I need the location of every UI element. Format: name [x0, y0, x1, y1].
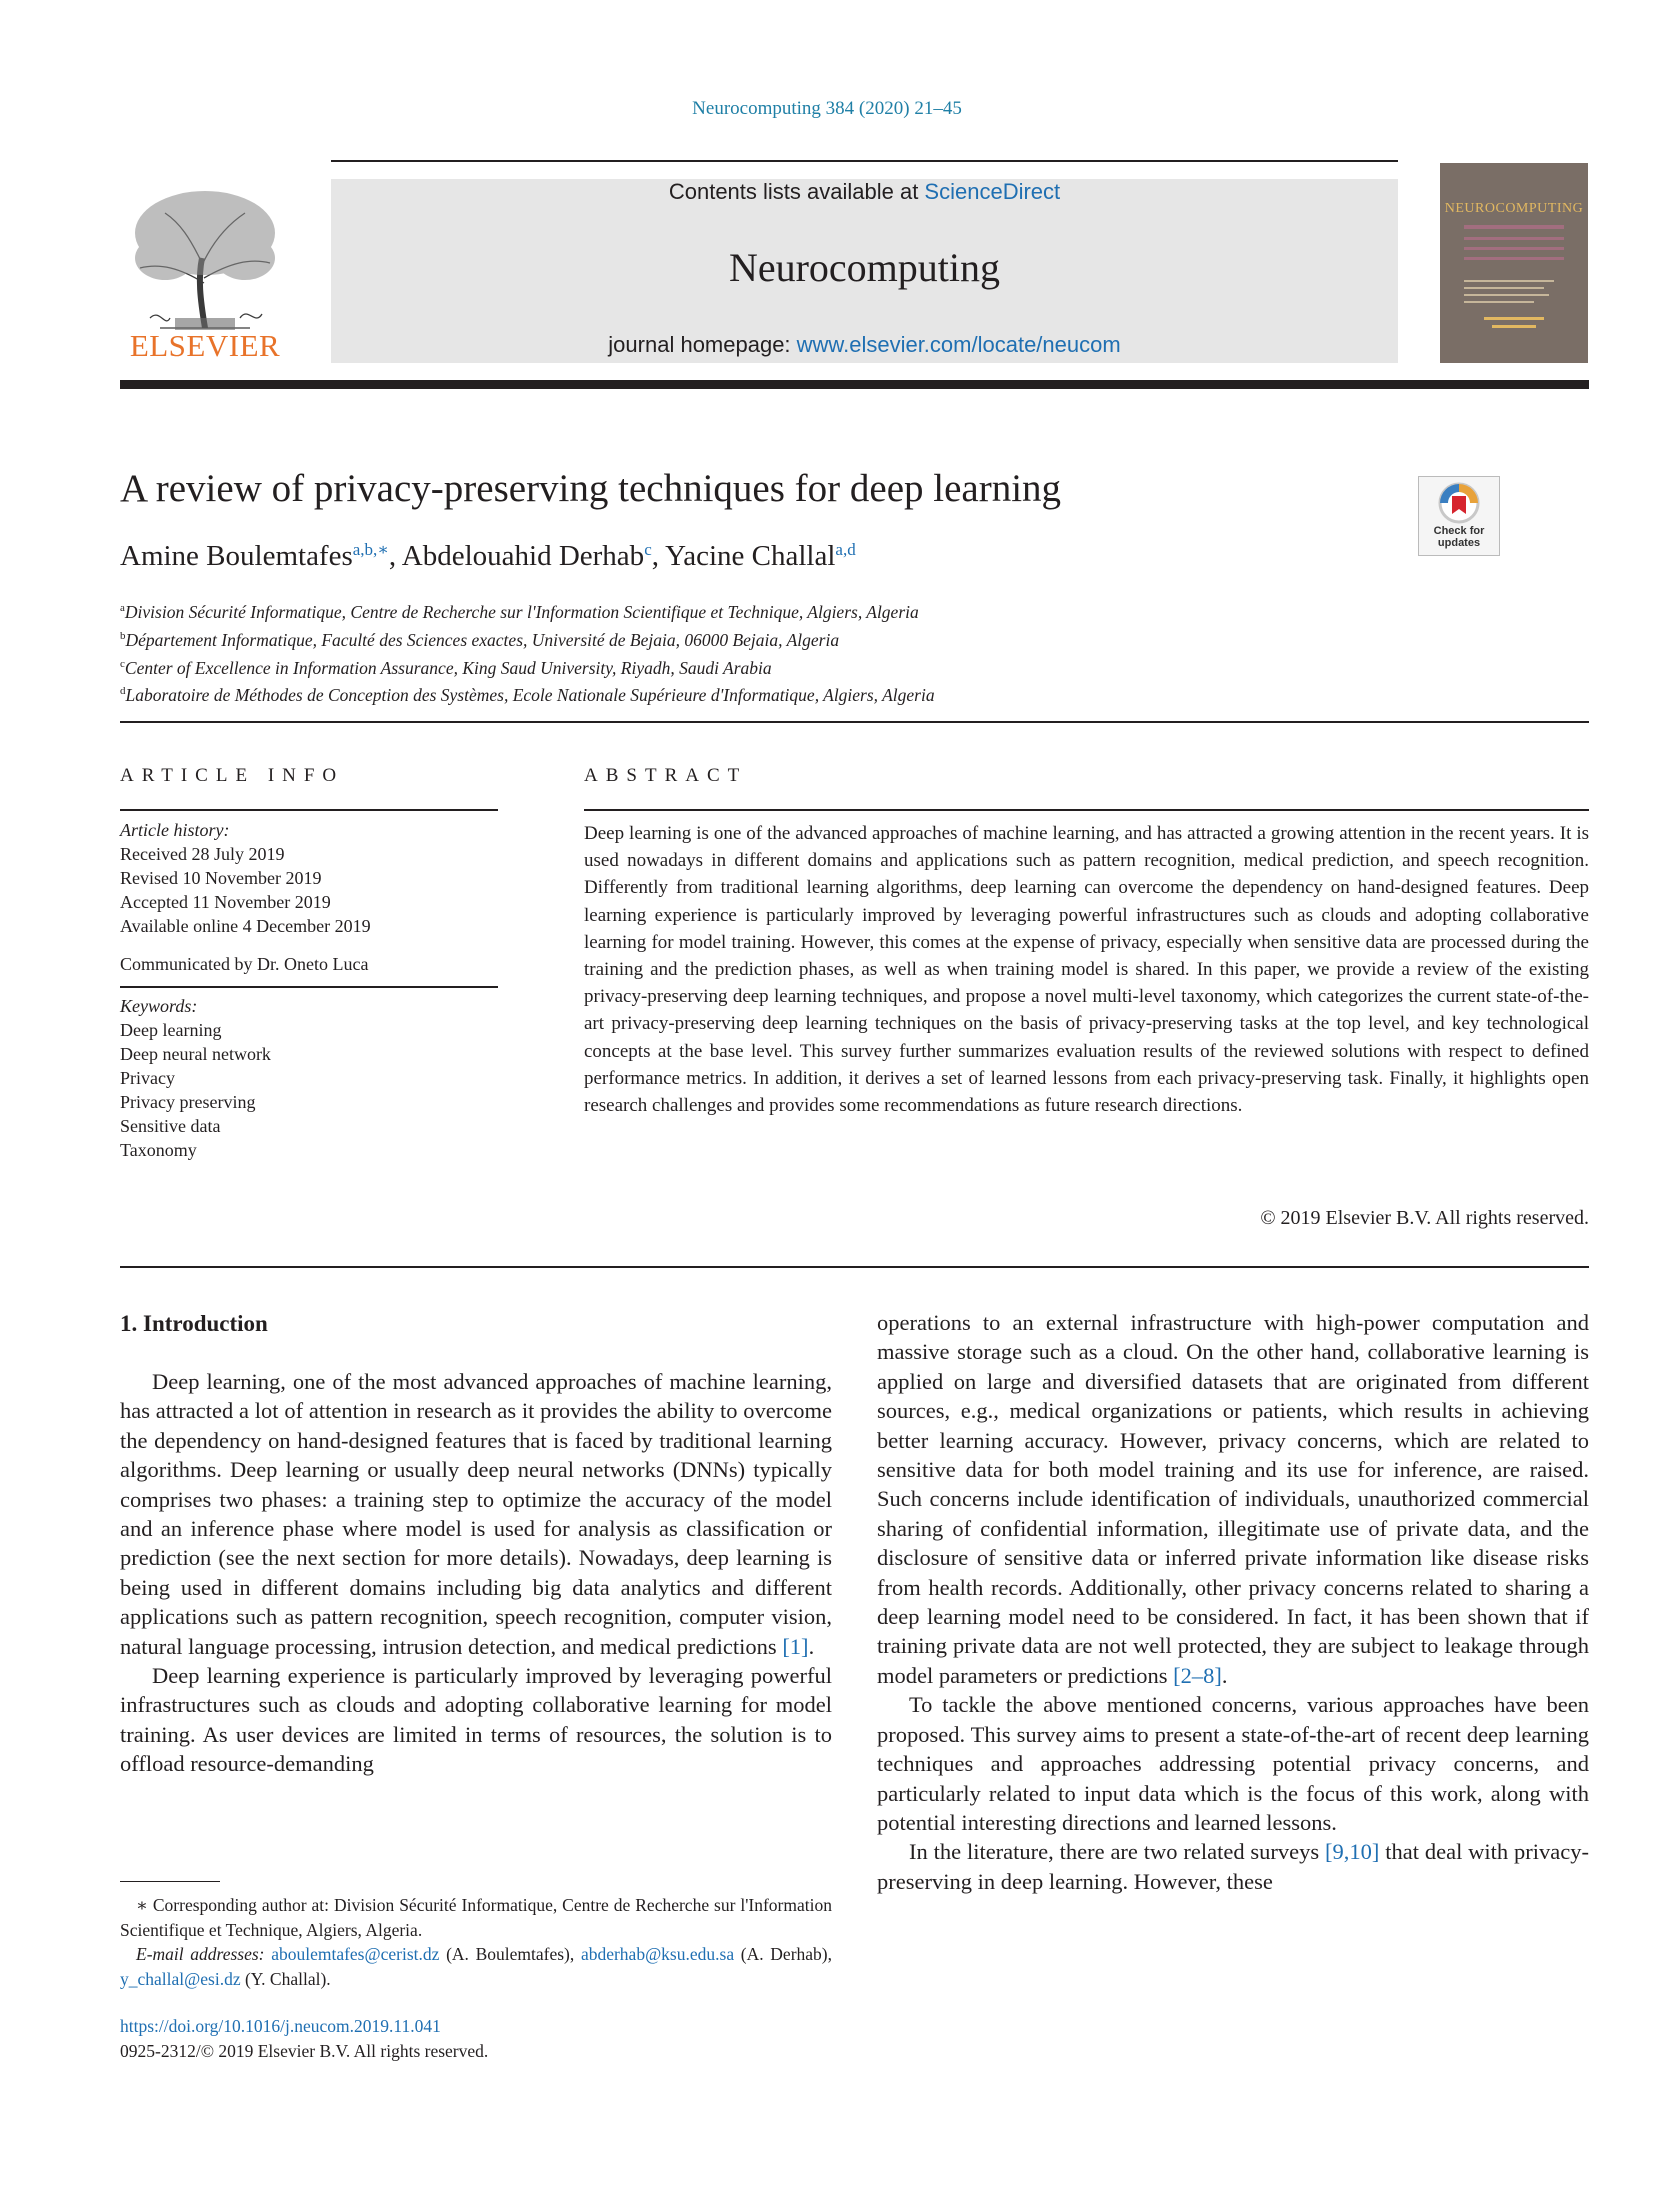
left-column: [120, 1367, 832, 1779]
keyword-item: Privacy: [120, 1068, 175, 1088]
author-name[interactable]: Amine Boulemtafes: [120, 540, 353, 572]
check-for-updates-badge[interactable]: [1418, 476, 1500, 556]
author-affil-marks[interactable]: c: [644, 540, 652, 559]
author-name[interactable]: Yacine Challal: [665, 540, 836, 572]
citation-link[interactable]: [9,10]: [1325, 1839, 1380, 1865]
keywords-label: Keywords:: [120, 996, 198, 1016]
affiliation-item: [120, 652, 935, 680]
elsevier-logo: [120, 178, 290, 368]
citation-link[interactable]: [2–8]: [1173, 1662, 1222, 1688]
keyword-item: Deep neural network: [120, 1044, 271, 1064]
journal-citation: Neurocomputing 384 (2020) 21–45: [692, 98, 962, 119]
email-addresses: [120, 1942, 832, 1991]
history-label: Article history:: [120, 820, 230, 840]
affiliation-mark: b: [120, 629, 126, 642]
abstract-copyright: © 2019 Elsevier B.V. All rights reserved.: [1260, 1207, 1589, 1229]
affiliation-list: [120, 596, 935, 707]
paragraph-text: In the literature, there are two related surveys: [909, 1839, 1326, 1865]
keywords-block: [120, 994, 500, 1162]
intro-paragraph: [877, 1837, 1589, 1896]
affiliation-item: [120, 679, 935, 707]
body-divider: [120, 1266, 1589, 1268]
abstract-heading: ABSTRACT: [584, 765, 748, 786]
cover-pattern-icon: [1464, 225, 1564, 335]
intro-paragraph: Deep learning experience is particularly improved by leveraging powerful infrastructures such as clouds and adopting collaborative learning for model training. As user devices are limited in terms of resources, the solution is to offload resource-demanding: [120, 1663, 832, 1777]
keyword-item: Sensitive data: [120, 1116, 221, 1136]
keyword-item: Taxonomy: [120, 1140, 197, 1160]
abstract-text: Deep learning is one of the advanced approaches of machine learning, and has attracted a growing attention in the recent years. It is used nowadays in different domains and applications such as pattern recognition, medical prediction, and speech recognition. Differently from traditional learning algorithms, deep learning can overcome the dependency on hand-designed features. Deep learning experience is particularly improved by leveraging powerful infrastructures such as clouds and adopting collaborative learning for model training. However, this comes at the expense of privacy, especially when sensitive data are processed during the training and the prediction phases, as well as when training model is shared. In this paper, we provide a review of the existing privacy-preserving deep learning techniques, and propose a novel multi-level taxonomy, which categorizes the current state-of-the-art privacy-preserving deep learning techniques on the basis of privacy-preserving tasks at the top level, and key technological concepts at the base level. This survey further summarizes evaluation results of the reviewed solutions with respect to defined performance metrics. In addition, it derives a set of learned lessons from each privacy-preserving task. Finally, it highlights open research challenges and provides some recommendations as future research directions.: [584, 823, 1589, 1117]
homepage-prefix: journal homepage:: [608, 332, 797, 357]
affiliation-mark: a: [120, 602, 125, 614]
journal-cover-image: [1440, 163, 1588, 363]
footnote-text: Corresponding author at: Division Sécurité Informatique, Centre de Recherche sur l'Information Scientifique et Technique, Algiers, Algeria.: [120, 1895, 832, 1940]
homepage-link[interactable]: www.elsevier.com/locate/neucom: [796, 332, 1121, 357]
journal-title: Neurocomputing: [728, 245, 1001, 290]
affiliation-mark: d: [120, 685, 126, 698]
affiliation-text: Center of Excellence in Information Assurance, King Saud University, Riyadh, Saudi Arabia: [124, 657, 772, 678]
paragraph-text: operations to an external infrastructure with high-power computation and massive storage such as a cloud. On the other hand, collaborative learning is applied on large and diversified datasets that are originated from different sources, e.g., medical organizations or patients, which results in achieving better learning accuracy. However, privacy concerns, which are related to sensitive data for both model training and its use for inference, are raised. Such concerns include identification of individuals, unauthorized commercial sharing of confidential information, illegitimate use of private data, and the disclosure of sensitive data or inferred private information like disease risks from health records. Additionally, other privacy concerns related to sharing a deep learning model need to be considered. In fact, it has been shown that if training private data are not well protected, they are subject to leakage through model parameters or predictions: [877, 1310, 1589, 1688]
sciencedirect-link[interactable]: ScienceDirect: [924, 179, 1061, 204]
abstract-rule: [584, 809, 1589, 811]
cover-title: NEUROCOMPUTING: [1444, 201, 1584, 216]
email-owner: (Y. Challal).: [240, 1968, 331, 1989]
affiliation-item: [120, 624, 935, 652]
article-info-heading: ARTICLE INFO: [120, 765, 345, 786]
elsevier-wordmark: ELSEVIER: [129, 328, 281, 363]
affiliation-text: Division Sécurité Informatique, Centre de Recherche sur l'Information Scientifique et Technique, Algiers, Algeria: [124, 601, 919, 622]
affiliation-item: [120, 596, 935, 624]
doi-link[interactable]: https://doi.org/10.1016/j.neucom.2019.11.041: [120, 2016, 441, 2036]
footnote-rule: [120, 1881, 220, 1882]
author-affil-marks[interactable]: a,d: [835, 540, 856, 559]
paragraph-text: that deal with privacy-preserving in deep learning. However, these: [877, 1839, 1589, 1894]
check-for-updates-icon: [1437, 481, 1481, 525]
page-footer: [120, 2014, 488, 2064]
badge-text: Check for updates: [1433, 525, 1485, 549]
paragraph-text: Deep learning, one of the most advanced approaches of machine learning, has attracted a lot of attention in research as it provides the ability to overcome the dependency on hand-designed features that is faced by traditional learning algorithms. Deep learning or usually deep neural networks (DNNs) typically comprises two phases: a training step to optimize the accuracy of the model and an inference phase where model is used for analysis as classification or prediction (see the next section for more details). Nowadays, deep learning is being used in different domains including big data analytics and different applications such as pattern recognition, speech recognition, computer vision, natural language processing, intrusion detection, and medical predictions: [120, 1369, 832, 1659]
corresponding-author-note: [120, 1893, 832, 1942]
keywords-rule: [120, 986, 498, 988]
keyword-item: Deep learning: [120, 1020, 222, 1040]
author-name[interactable]: Abdelouahid Derhab: [401, 540, 645, 572]
email-label: E-mail addresses:: [136, 1944, 272, 1964]
history-item: Available online 4 December 2019: [120, 916, 371, 936]
footnote-star: ∗: [136, 1895, 148, 1915]
keyword-item: Privacy preserving: [120, 1092, 256, 1112]
history-item: Accepted 11 November 2019: [120, 892, 331, 912]
footnote: [120, 1893, 832, 1991]
author-list: [120, 540, 856, 573]
article-history: [120, 818, 500, 976]
email-link[interactable]: aboulemtafes@cerist.dz: [271, 1944, 440, 1964]
header-thick-rule: [120, 380, 1589, 389]
email-link[interactable]: y_challal@esi.dz: [120, 1968, 241, 1989]
paragraph-text: .: [808, 1633, 815, 1659]
email-link[interactable]: abderhab@ksu.edu.sa: [580, 1944, 735, 1964]
intro-paragraph: [120, 1367, 832, 1661]
author-affil-marks[interactable]: a,b,∗: [352, 540, 389, 559]
history-item: Revised 10 November 2019: [120, 868, 322, 888]
author-separator: ,: [388, 540, 402, 572]
email-owner: (A. Derhab),: [734, 1944, 832, 1964]
affiliation-text: Laboratoire de Méthodes de Conception des Systèmes, Ecole Nationale Supérieure d'Informatique, Algiers, Algeria: [125, 685, 935, 706]
introduction-heading: 1. Introduction: [120, 1311, 268, 1336]
affiliation-text: Département Informatique, Faculté des Sciences exactes, Université de Bejaia, 06000 Bejaia, Algeria: [125, 629, 840, 650]
intro-paragraph: [877, 1308, 1589, 1690]
intro-paragraph: To tackle the above mentioned concerns, various approaches have been proposed. This survey aims to present a state-of-the-art of recent deep learning techniques and approaches addressing potential privacy concerns, and particularly related to input data which is the focus of this work, along with potential interesting directions and learned lessons.: [877, 1692, 1589, 1835]
communicated-by: Communicated by Dr. Oneto Luca: [120, 954, 369, 974]
citation-link[interactable]: [1]: [782, 1633, 809, 1659]
affiliation-mark: c: [120, 657, 125, 670]
contents-line: [331, 179, 1398, 205]
email-owner: (A. Boulemtafes),: [439, 1944, 581, 1964]
author-separator: ,: [651, 540, 666, 572]
section-divider: [120, 721, 1589, 723]
paragraph-text: .: [1221, 1662, 1228, 1688]
article-title: A review of privacy-preserving techniques for deep learning: [120, 467, 1062, 510]
article-info-rule: [120, 809, 498, 811]
issn-line: 0925-2312/© 2019 Elsevier B.V. All rights reserved.: [120, 2041, 489, 2061]
homepage-line: [331, 332, 1398, 358]
right-column: [877, 1308, 1589, 1896]
header-rule: [331, 160, 1398, 162]
contents-prefix: Contents lists available at: [668, 179, 925, 204]
history-item: Received 28 July 2019: [120, 844, 285, 864]
